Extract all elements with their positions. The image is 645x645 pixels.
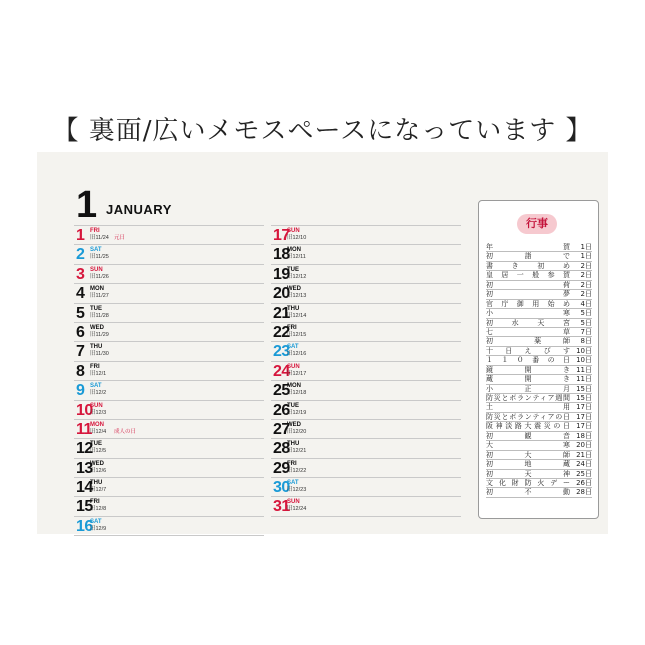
lunar-date: 旧12/19: [287, 409, 307, 416]
weekday-label: FRI: [90, 228, 100, 234]
holiday-note: 成人の日: [114, 428, 137, 435]
event-name: １ １ ０ 番 の 日: [486, 356, 570, 365]
event-row: [486, 375, 592, 384]
day-number: 10: [76, 401, 93, 419]
event-date: 4日: [580, 299, 592, 308]
event-row: [486, 309, 592, 318]
event-name: 防災とボランティア週間: [486, 394, 570, 402]
event-name: 初 大 師: [486, 450, 570, 459]
event-date: 5日: [580, 309, 592, 318]
day-row: [74, 342, 264, 361]
event-name: 小 正 月: [486, 384, 570, 393]
event-date: 2日: [580, 261, 592, 270]
day-row: [271, 265, 461, 284]
event-row: [486, 385, 592, 394]
day-row: [74, 420, 264, 439]
day-number: 3: [76, 265, 85, 283]
weekday-label: SAT: [90, 518, 102, 525]
lunar-date: 旧12/2: [90, 390, 107, 397]
event-date: 10日: [576, 346, 592, 355]
event-date: 7日: [580, 327, 592, 336]
event-row: [486, 281, 592, 290]
event-name: 防災とボランティアの日: [486, 412, 570, 421]
weekday-label: SAT: [287, 480, 299, 487]
event-name: 十 日 え び す: [486, 346, 570, 355]
day-number: 16: [76, 517, 93, 535]
day-row: [74, 362, 264, 381]
event-name: 初 薬 師: [486, 337, 570, 346]
weekday-label: SUN: [287, 499, 300, 506]
event-row: [486, 470, 592, 479]
lunar-date: 旧12/14: [287, 312, 307, 319]
lunar-date: 旧11/30: [90, 351, 109, 358]
lunar-date: 旧12/18: [287, 390, 307, 397]
weekday-label: SUN: [90, 402, 103, 409]
day-number: 23: [273, 343, 290, 361]
lunar-date: 旧11/24: [90, 235, 109, 241]
event-row: [486, 394, 592, 403]
day-row: [271, 497, 461, 516]
weekday-label: WED: [90, 324, 104, 331]
lunar-date: 旧11/26: [90, 273, 109, 280]
event-date: 1日: [580, 243, 592, 251]
lunar-date: 旧12/9: [90, 525, 107, 532]
weekday-label: MON: [90, 421, 104, 428]
weekday-label: TUE: [90, 441, 102, 448]
lunar-date: 旧12/17: [287, 370, 307, 377]
day-number: 1: [76, 227, 85, 244]
events-list: [486, 243, 592, 498]
event-row: [486, 300, 592, 309]
day-row: [74, 459, 264, 478]
weekday-label: WED: [90, 460, 104, 467]
lunar-date: 旧12/1: [90, 370, 107, 377]
event-name: 小 寒: [486, 309, 570, 318]
event-date: 21日: [576, 450, 592, 459]
day-number: 13: [76, 459, 93, 477]
lunar-date: 旧12/23: [287, 487, 307, 494]
event-date: 25日: [576, 469, 592, 478]
lunar-date: 旧12/3: [90, 409, 107, 416]
weekday-label: MON: [90, 286, 104, 293]
event-row: [486, 422, 592, 431]
weekday-label: FRI: [90, 499, 100, 506]
lunar-date: 旧11/28: [90, 312, 109, 319]
event-name: 阪神淡路大震災の日: [486, 422, 570, 431]
day-row: [271, 362, 461, 381]
event-row: [486, 432, 592, 441]
day-row: [271, 478, 461, 497]
event-date: 2日: [580, 290, 592, 299]
event-row: [486, 271, 592, 280]
day-row: [271, 323, 461, 342]
event-date: 15日: [576, 394, 592, 402]
weekday-label: TUE: [287, 266, 299, 273]
event-name: 初 地 蔵: [486, 460, 570, 469]
day-number: 31: [273, 498, 290, 516]
event-name: 文化財防火デー: [486, 478, 570, 487]
day-row: [271, 304, 461, 323]
day-number: 27: [273, 420, 290, 438]
event-name: 蔵 開 き: [486, 375, 570, 384]
lunar-date: 旧12/10: [287, 235, 307, 241]
event-date: 17日: [576, 412, 592, 421]
lunar-date: 旧11/27: [90, 293, 109, 300]
event-row: [486, 413, 592, 422]
event-name: 土 用: [486, 403, 570, 412]
event-name: 年 賀: [486, 243, 570, 251]
day-number: 19: [273, 265, 290, 283]
lunar-date: 旧12/13: [287, 293, 307, 300]
lunar-date: 旧12/8: [90, 506, 107, 513]
event-date: 5日: [580, 318, 592, 327]
day-row: [74, 381, 264, 400]
weekday-label: THU: [287, 441, 300, 448]
events-title-badge: 行事: [517, 214, 557, 234]
event-name: 初 荷: [486, 280, 570, 289]
day-row: [74, 497, 264, 516]
event-date: 2日: [580, 271, 592, 280]
day-row: [271, 342, 461, 361]
weekday-label: TUE: [287, 402, 299, 409]
event-date: 1日: [580, 252, 592, 261]
event-date: 8日: [580, 337, 592, 346]
event-name: 初 夢: [486, 290, 570, 299]
event-date: 18日: [576, 431, 592, 440]
event-name: 大 寒: [486, 441, 570, 450]
day-number: 18: [273, 246, 290, 264]
lunar-date: 旧12/22: [287, 467, 307, 474]
weekday-label: SUN: [287, 228, 300, 234]
day-row: [271, 439, 461, 458]
event-date: 11日: [576, 365, 592, 374]
event-date: 24日: [576, 460, 592, 469]
event-row: [486, 252, 592, 261]
event-row: [486, 366, 592, 375]
day-number: 29: [273, 459, 290, 477]
day-number: 21: [273, 304, 290, 322]
event-row: [486, 328, 592, 337]
day-number: 20: [273, 285, 290, 303]
day-row: [74, 478, 264, 497]
day-row: [74, 401, 264, 420]
day-row: [271, 225, 461, 245]
weekday-label: FRI: [287, 324, 297, 331]
day-number: 5: [76, 304, 85, 322]
day-number: 6: [76, 323, 85, 341]
weekday-label: MON: [287, 383, 301, 390]
weekday-label: WED: [287, 286, 301, 293]
day-number: 2: [76, 246, 85, 264]
day-number: 15: [76, 498, 93, 516]
lunar-date: 旧12/11: [287, 254, 306, 261]
day-row: [271, 459, 461, 478]
day-number: 8: [76, 362, 85, 380]
event-date: 15日: [576, 384, 592, 393]
event-row: [486, 460, 592, 469]
weekday-label: SAT: [287, 344, 299, 351]
month-number: 1: [76, 184, 98, 226]
day-number: 28: [273, 440, 290, 458]
event-row: [486, 451, 592, 460]
event-name: 鏡 開 き: [486, 365, 570, 374]
lunar-date: 旧12/12: [287, 273, 307, 280]
lunar-date: 旧12/7: [90, 487, 107, 494]
lunar-date: 旧11/29: [90, 331, 109, 338]
day-number: 22: [273, 323, 290, 341]
event-row: [486, 243, 592, 252]
event-date: 26日: [576, 478, 592, 487]
event-row: [486, 488, 592, 497]
event-date: 17日: [576, 403, 592, 412]
day-number: 25: [273, 382, 290, 400]
day-number: 14: [76, 479, 93, 497]
weekday-label: THU: [90, 480, 103, 487]
event-row: [486, 337, 592, 346]
day-row: [271, 245, 461, 264]
lunar-date: 旧12/20: [287, 428, 307, 435]
event-date: 28日: [576, 488, 592, 497]
day-number: 9: [76, 382, 85, 400]
day-row: [74, 245, 264, 264]
day-number: 11: [76, 420, 92, 438]
event-name: 初 観 音: [486, 431, 570, 440]
day-number: 26: [273, 401, 290, 419]
weekday-label: TUE: [90, 305, 102, 312]
event-name: 官庁御用始め: [486, 299, 570, 308]
day-row: [74, 225, 264, 245]
event-row: [486, 290, 592, 299]
event-date: 10日: [576, 356, 592, 365]
day-number: 12: [76, 440, 93, 458]
lunar-date: 旧11/25: [90, 254, 109, 261]
lunar-date: 旧12/16: [287, 351, 307, 358]
event-name: 七 草: [486, 327, 570, 336]
day-number: 7: [76, 343, 85, 361]
event-row: [486, 319, 592, 328]
weekday-label: MON: [287, 247, 301, 254]
weekday-label: SUN: [287, 363, 300, 370]
event-row: [486, 441, 592, 450]
event-date: 2日: [580, 280, 592, 289]
event-name: 皇居一般参賀: [486, 271, 570, 280]
weekday-label: THU: [90, 344, 103, 351]
day-row: [74, 439, 264, 458]
events-panel: [478, 200, 599, 519]
lunar-date: 旧12/6: [90, 467, 107, 474]
event-name: 初 詣 で: [486, 252, 570, 261]
weekday-label: SUN: [90, 266, 103, 273]
day-row: [74, 265, 264, 284]
day-row: [271, 381, 461, 400]
day-row: [271, 420, 461, 439]
day-number: 24: [273, 362, 290, 380]
weekday-label: FRI: [90, 363, 100, 370]
weekday-label: FRI: [287, 460, 297, 467]
weekday-label: SAT: [90, 383, 102, 390]
day-number: 17: [273, 227, 290, 244]
lunar-date: 旧12/21: [287, 448, 307, 455]
day-row: [74, 323, 264, 342]
day-number: 30: [273, 479, 290, 497]
event-name: 初 天 神: [486, 469, 570, 478]
event-date: 11日: [576, 375, 592, 384]
lunar-date: 旧12/24: [287, 506, 307, 513]
days-column-left: [74, 225, 264, 536]
event-row: [486, 479, 592, 488]
page-title: 【 裏面/広いメモスペースになっています 】: [52, 115, 593, 146]
lunar-date: 旧12/15: [287, 331, 307, 338]
event-name: 初 水 天 宮: [486, 318, 570, 327]
event-row: [486, 356, 592, 365]
day-row: [271, 401, 461, 420]
weekday-label: THU: [287, 305, 300, 312]
month-name: JANUARY: [106, 202, 172, 217]
lunar-date: 旧12/4: [90, 428, 107, 435]
day-row: [74, 304, 264, 323]
days-column-right: [271, 225, 461, 517]
event-row: [486, 403, 592, 412]
weekday-label: SAT: [90, 247, 102, 254]
day-row: [271, 284, 461, 303]
weekday-label: WED: [287, 421, 301, 428]
event-row: [486, 347, 592, 356]
event-row: [486, 262, 592, 271]
event-date: 17日: [576, 422, 592, 431]
holiday-note: 元日: [114, 235, 126, 241]
event-date: 20日: [576, 441, 592, 450]
day-row: [74, 517, 264, 536]
event-name: 初 不 動: [486, 488, 570, 497]
lunar-date: 旧12/5: [90, 448, 107, 455]
day-row: [74, 284, 264, 303]
event-name: 書 き 初 め: [486, 261, 570, 270]
day-number: 4: [76, 285, 85, 303]
